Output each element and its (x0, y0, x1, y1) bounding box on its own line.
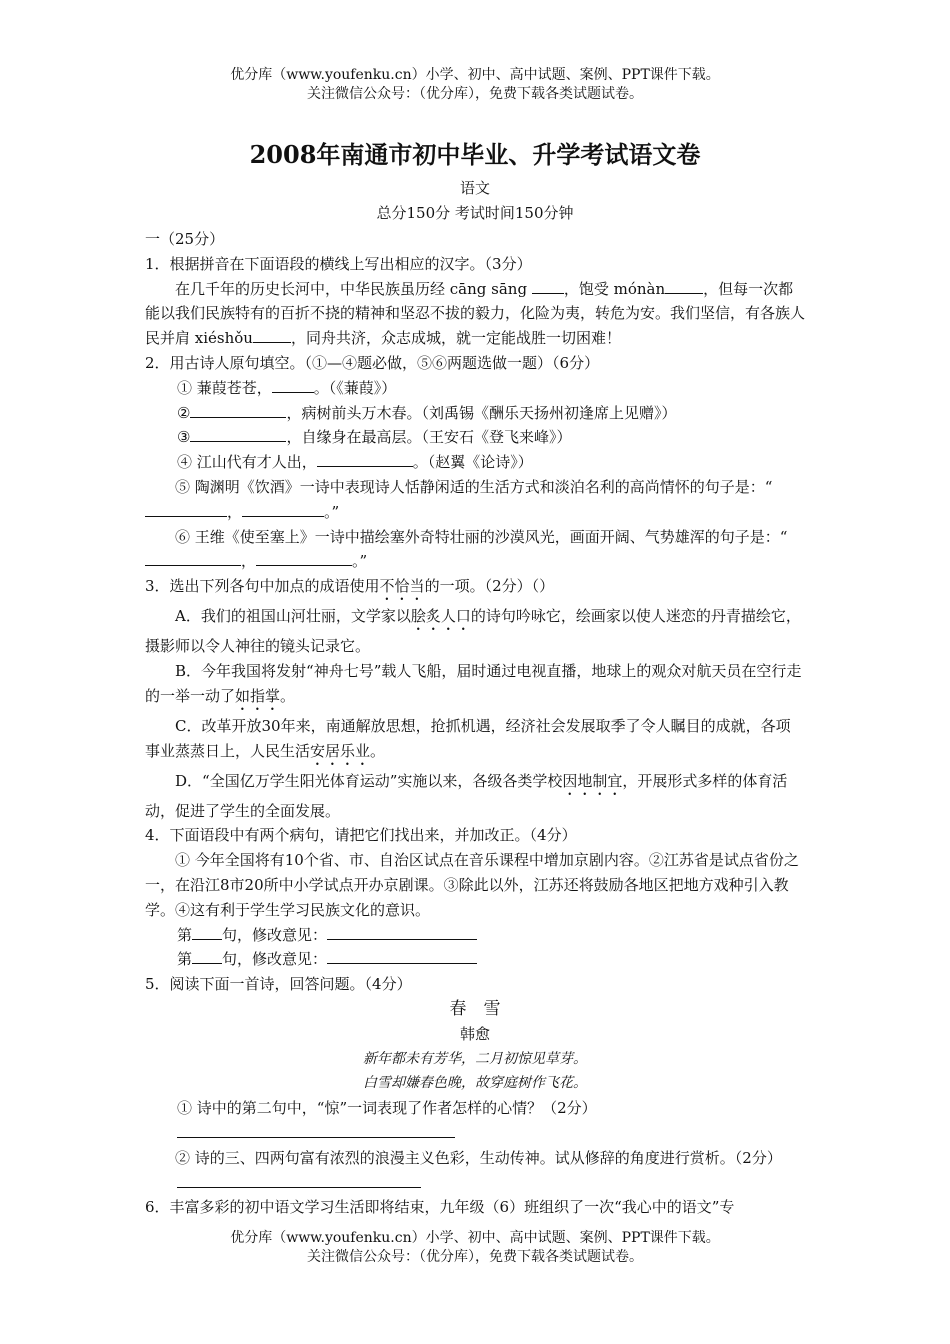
question-2-item-6: ⑥ 王维《使至塞上》一诗中描绘塞外奇特壮丽的沙漠风光，画面开阔、气势雄浑的句子是：“， 。” (145, 525, 805, 575)
question-4-answer-line-2: 第 句，修改意见： (145, 947, 805, 972)
answer-blank[interactable] (253, 327, 291, 343)
option-b[interactable]: B．今年我国将发射“神舟七号”载人飞船，届时通过电视直播，地球上的观众对航天员在空行走的一举一动了如指掌。 (145, 661, 802, 705)
footer-line-1: 优分库（www.youfenku.cn）小学、初中、高中试题、案例、PPT课件下载。 (230, 1230, 720, 1246)
question-5-sub-1: ① 诗中的第二句中，“惊”一词表现了作者怎样的心情？（2分） (177, 1099, 597, 1118)
question-1-passage: 在几千年的历史长河中，中华民族虽历经 cāng sāng ，饱受 mónàn ，但每一次都能以我们民族特有的百折不挠的精神和坚忍不拔的毅力，化险为夷，转危为安。我们坚信，有各族人民并肩 xiéshǒu ，同舟共济，众志成城，就一定能战胜一切困难！ (145, 279, 806, 348)
answer-blank[interactable] (190, 426, 286, 442)
answer-blank[interactable] (177, 1122, 455, 1138)
answer-blank[interactable] (190, 402, 286, 418)
question-5-stem: 5．阅读下面一首诗，回答问题。（4分） (145, 975, 412, 994)
exam-content (145, 227, 805, 1220)
question-5-answer-line-2 (145, 1171, 805, 1196)
answer-blank[interactable] (272, 377, 314, 393)
subject-label: 语文 (459, 179, 490, 197)
option-d[interactable]: D．“全国亿万学生阳光体育运动”实施以来，各级各类学校因地制宜，开展形式多样的体育活动，促进了学生的全面发展。 (145, 771, 788, 820)
answer-blank[interactable] (192, 948, 222, 964)
question-1-stem: 1．根据拼音在下面语段的横线上写出相应的汉字。（3分） (145, 254, 532, 273)
footer-line-2: 关注微信公众号：（优分库），免费下载各类试题试卷。 (307, 1249, 643, 1265)
answer-blank[interactable] (317, 451, 413, 467)
poem-line-1: 新年都未有芳华，二月初惊见草芽。 (363, 1050, 587, 1067)
question-2-item-1: ① 蒹葭苍苍， 。（《蒹葭》） (177, 378, 397, 397)
question-3-stem: 3．选出下列各句中加点的成语使用不恰当的一项。（2分）（） (145, 577, 555, 596)
answer-blank[interactable] (177, 1172, 421, 1188)
question-4-stem: 4．下面语段中有两个病句，请把它们找出来，并加改正。（4分） (145, 826, 577, 845)
answer-blank[interactable] (327, 924, 477, 940)
answer-blank[interactable] (145, 550, 241, 566)
question-4-answer-line-1: 第 句，修改意见： (145, 923, 805, 948)
answer-blank[interactable] (256, 550, 352, 566)
option-c[interactable]: C．改革开放30年来，南通解放思想，抢抓机遇，经济社会发展取季了令人瞩目的成就，各项事业蒸蒸日上，人民生活安居乐业。 (145, 716, 791, 760)
question-2-item-5: ⑤ 陶渊明《饮酒》一诗中表现诗人恬静闲适的生活方式和淡泊名利的高尚情怀的句子是：“， 。” (145, 475, 805, 525)
header-line-1: 优分库（www.youfenku.cn）小学、初中、高中试题、案例、PPT课件下载。 (230, 67, 720, 83)
exam-title: 2008年南通市初中毕业、升学考试语文卷 (249, 140, 701, 169)
section-heading: 一（25分） (145, 230, 225, 248)
answer-blank[interactable] (242, 501, 324, 517)
question-2-item-3: ③ ，自缘身在最高层。（王安石《登飞来峰》） (177, 428, 572, 447)
answer-blank[interactable] (665, 278, 703, 294)
question-5-sub-2: ② 诗的三、四两句富有浓烈的浪漫主义色彩，生动传神。试从修辞的角度进行赏析。（2分） (175, 1148, 782, 1167)
poem-title: 春雪 (449, 998, 518, 1019)
answer-blank[interactable] (327, 948, 477, 964)
page-header (0, 66, 950, 104)
answer-blank[interactable] (192, 924, 222, 940)
question-2-item-4: ④ 江山代有才人出， 。（赵翼《论诗》） (177, 453, 533, 472)
question-2-item-2: ② ，病树前头万木春。（刘禹锡《酬乐天扬州初逢席上见赠》） (177, 403, 677, 422)
question-6-stem: 6．丰富多彩的初中语文学习生活即将结束，九年级（6）班组织了一次“我心中的语文”专 (145, 1198, 735, 1217)
header-line-2: 关注微信公众号：（优分库），免费下载各类试题试卷。 (307, 86, 643, 102)
question-2-stem: 2．用古诗人原句填空。（①—④题必做，⑤⑥两题选做一题）（6分） (145, 353, 600, 372)
answer-blank[interactable] (532, 278, 564, 294)
poem-author: 韩愈 (459, 1024, 490, 1043)
question-4-passage: ① 今年全国将有10个省、市、自治区试点在音乐课程中增加京剧内容。②江苏省是试点省份之一，在沿江8市20所中小学试点开办京剧课。③除此以外，江苏还将鼓励各地区把地方戏种引入教学。④这有利于学生学习民族文化的意识。 (145, 851, 799, 919)
poem-line-2: 白雪却嫌春色晚，故穿庭树作飞花。 (363, 1075, 587, 1092)
answer-blank[interactable] (145, 501, 227, 517)
exam-info: 总分150分 考试时间150分钟 (376, 204, 574, 222)
option-a[interactable]: A．我们的祖国山河壮丽，文学家以脍炙人口的诗句吟咏它，绘画家以使人迷恋的丹青描绘它，摄影师以令人神往的镜头记录它。 (145, 607, 801, 656)
question-5-answer-line-1 (145, 1121, 805, 1146)
page-footer (0, 1229, 950, 1267)
